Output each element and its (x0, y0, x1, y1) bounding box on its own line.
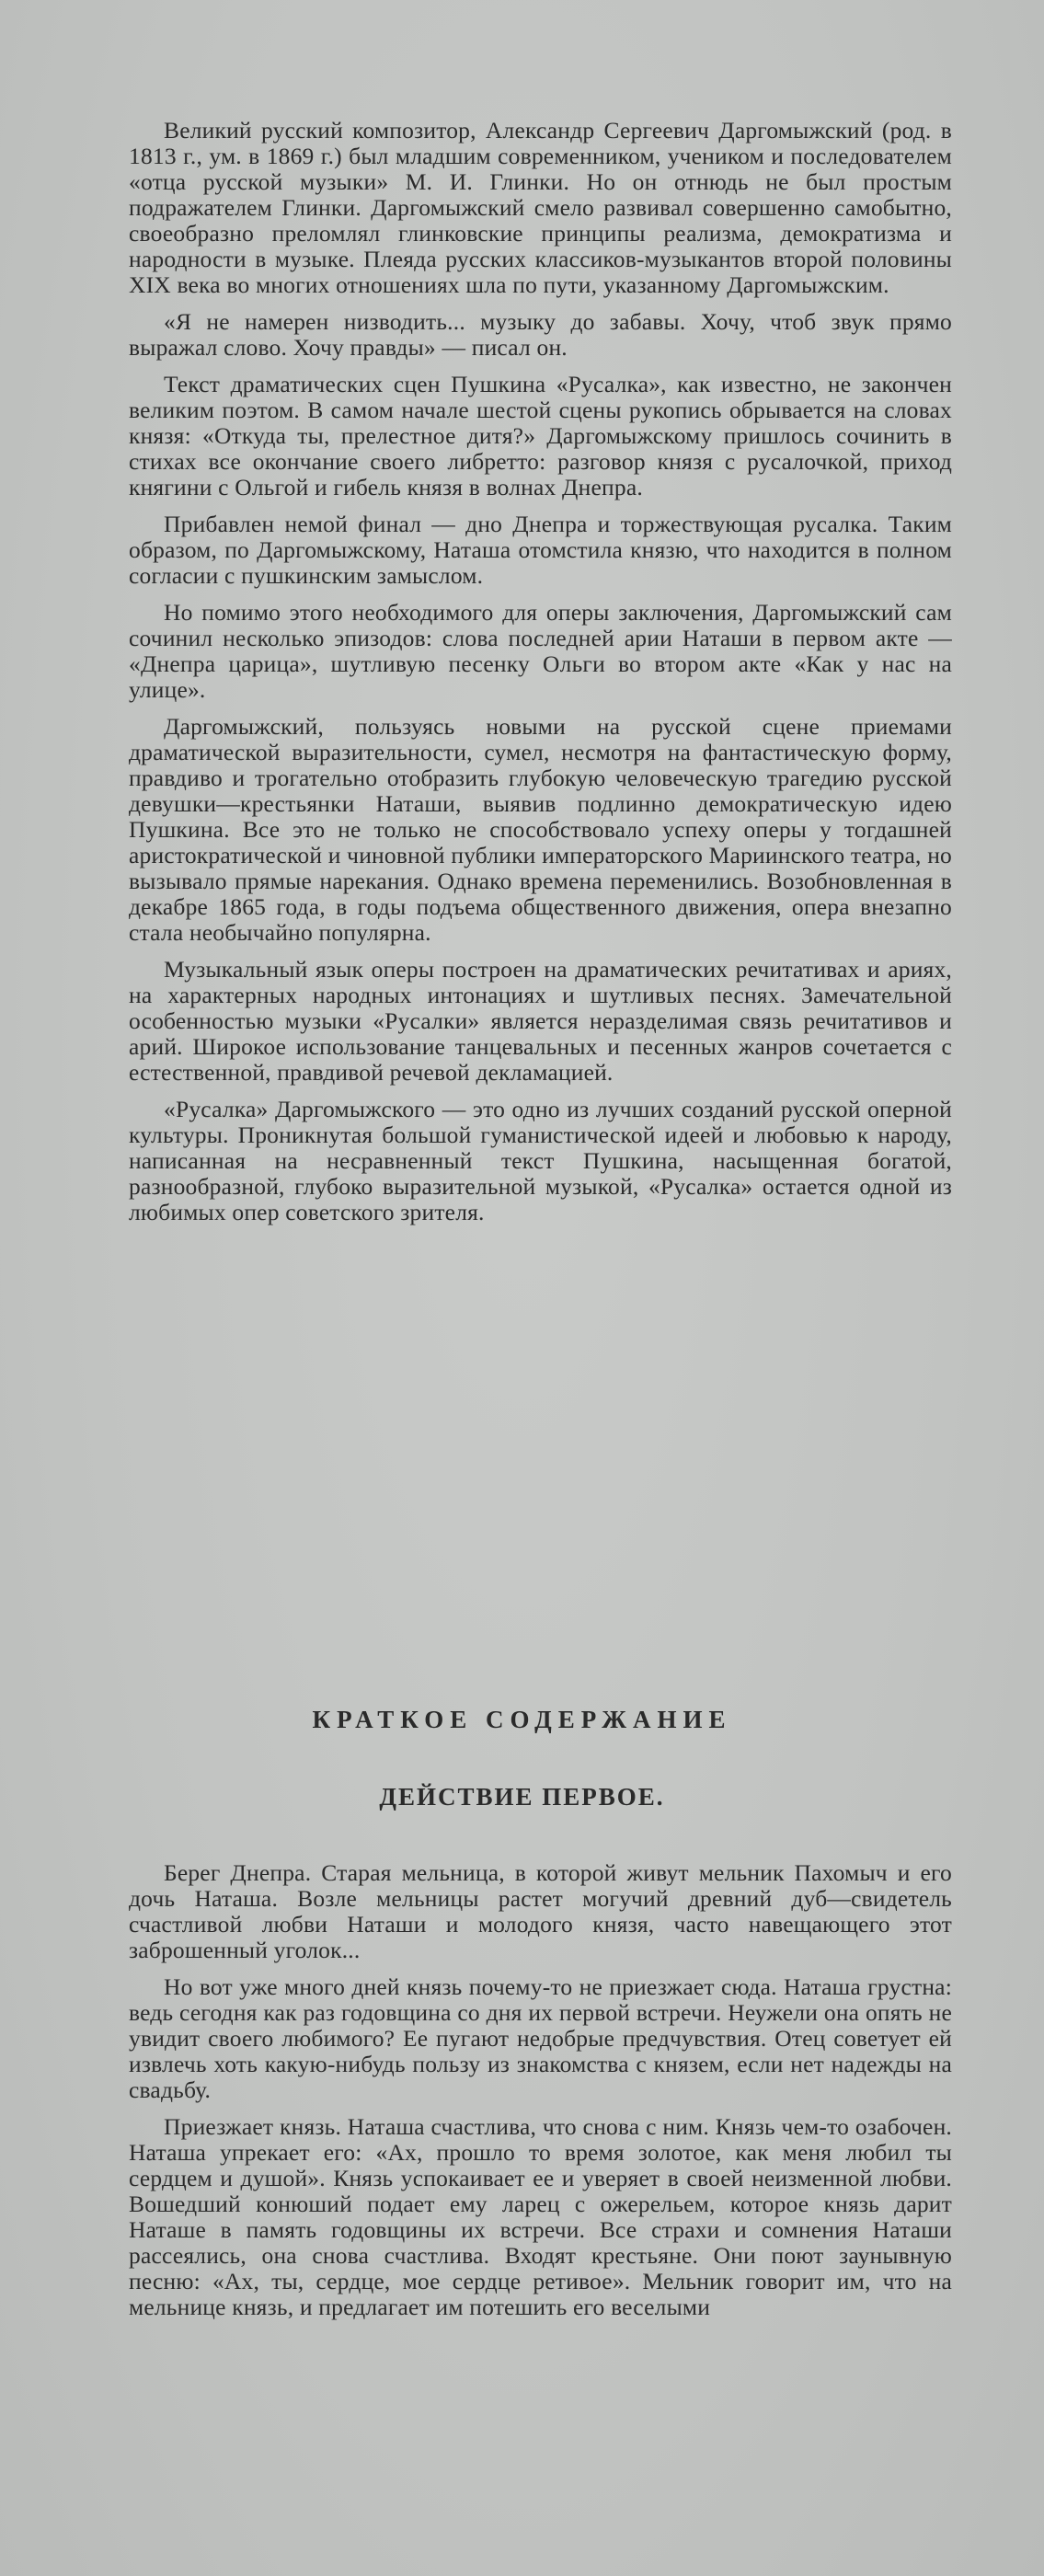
act-one-heading: ДЕЙСТВИЕ ПЕРВОЕ. (379, 1783, 665, 1811)
intro-paragraph-3: Текст драматических сцен Пушкина «Русалка», как известно, не закончен великим поэтом. В самом начале шестой сцены рукопись обрывается на словах князя: «Откуда ты, прелестное дитя?» Даргомыжскому пришлось сочинить в стихах все окончание своего либретто: разговор князя с русалочкой, приход княгини с Ольгой и гибель князя в волнах Днепра. (129, 371, 952, 500)
intro-paragraph-4: Прибавлен немой финал — дно Днепра и торжествующая русалка. Таким образом, по Даргомыжскому, Наташа отомстила князю, что находится в полном согласии с пушкинским замыслом. (129, 511, 952, 589)
intro-paragraph-7: Музыкальный язык оперы построен на драматических речитативах и ариях, на характерных народных интонациях и шутливых песнях. Замечательной особенностью музыки «Русалки» является неразделимая связь речитативов и арий. Широкое использование танцевальных и песенных жанров сочетается с естественной, правдивой речевой декламацией. (129, 956, 952, 1086)
intro-paragraph-5: Но помимо этого необходимого для оперы заключения, Даргомыжский сам сочинил несколько эпизодов: слова последней арии Наташи в первом акте — «Днепра царица», шутливую песенку Ольги во втором акте «Как у нас на улице». (129, 599, 952, 703)
summary-heading: КРАТКОЕ СОДЕРЖАНИЕ (312, 1706, 732, 1733)
synopsis-paragraph-2: Но вот уже много дней князь почему-то не приезжает сюда. Наташа грустна: ведь сегодня как раз годовщина со дня их первой встречи. Неужели она опять не увидит своего любимого? Ее пугают недобрые предчувствия. Отец советует ей извлечь хоть какую-нибудь пользу из знакомства с князем, если нет надежды на свадьбу. (129, 1973, 952, 2103)
synopsis-paragraph-1: Берег Днепра. Старая мельница, в которой живут мельник Пахомыч и его дочь Наташа. Возле мельницы растет могучий древний дуб—свидетель счастливой любви Наташи и молодого князя, часто навещающего этот заброшенный уголок... (129, 1859, 952, 1963)
intro-section (129, 118, 952, 1236)
synopsis-section (129, 1860, 952, 2331)
intro-paragraph-1: Великий русский композитор, Александр Сергеевич Даргомыжский (род. в 1813 г., ум. в 1869 г.) был младшим современником, учеником и последователем «отца русской музыки» М. И. Глинки. Но он отнюдь не был простым подражателем Глинки. Даргомыжский смело развивал совершенно самобытно, своеобразно преломлял глинковские принципы реализма, демократизма и народности в музыке. Плеяда русских классиков-музыкантов второй половины XIX века во многих отношениях шла по пути, указанному Даргомыжским. (129, 117, 952, 298)
intro-paragraph-2: «Я не намерен низводить... музыку до забавы. Хочу, чтоб звук прямо выражал слово. Хочу правды» — писал он. (129, 308, 952, 361)
synopsis-paragraph-3: Приезжает князь. Наташа счастлива, что снова с ним. Князь чем-то озабочен. Наташа упрекает его: «Ах, прошло то время золотое, как меня любил ты сердцем и душой». Князь успокаивает ее и уверяет в своей неизменной любви. Вошедший конюший подает ему ларец с ожерельем, которое князь дарит Наташе в память годовщины их встречи. Все страхи и сомнения Наташи рассеялись, она снова счастлива. Входят крестьяне. Они поют заунывную песню: «Ах, ты, сердце, мое сердце ретивое». Мельник говорит им, что на мельнице князь, и предлагает им потешить его веселыми (129, 2113, 952, 2320)
intro-paragraph-8: «Русалка» Даргомыжского — это одно из лучших созданий русской оперной культуры. Проникнутая большой гуманистической идеей и любовью к народу, написанная на несравненный текст Пушкина, насыщенная богатой, разнообразной, глубоко выразительной музыкой, «Русалка» остается одной из любимых опер советского зрителя. (129, 1096, 952, 1225)
intro-paragraph-6: Даргомыжский, пользуясь новыми на русской сцене приемами драматической выразительности, сумел, несмотря на фантастическую форму, правдиво и трогательно отобразить глубокую человеческую трагедию русской девушки—крестьянки Наташи, выявив подлинно демократическую идею Пушкина. Все это не только не способствовало успеху оперы у тогдашней аристократической и чиновной публики императорского Мариинского театра, но вызывало прямые нарекания. Однако времена переменились. Возобновленная в декабре 1865 года, в годы подъема общественного движения, опера внезапно стала необычайно популярна. (129, 713, 952, 946)
